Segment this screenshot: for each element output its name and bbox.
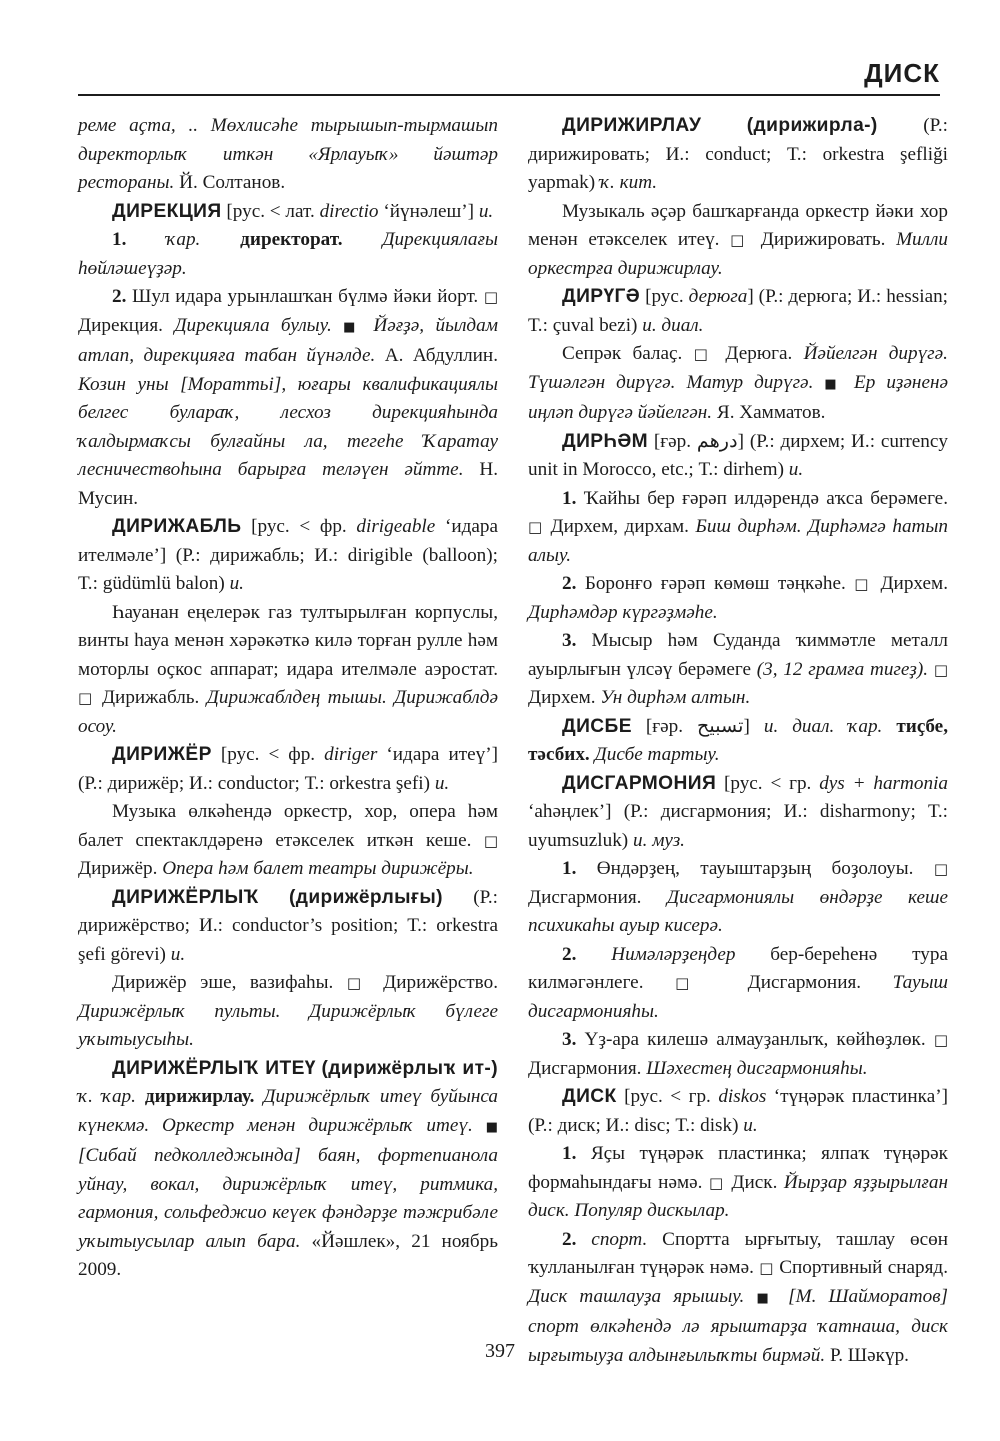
citation-marker-icon: ■: [485, 1119, 498, 1135]
headword: ДИСК: [562, 1086, 617, 1107]
left-column: [78, 112, 498, 1285]
header-rule: [78, 94, 940, 96]
entry-direkcia: ДИРЕКЦИЯ [рус. < лат. directio ‘йүнәлеш’] и.: [112, 200, 494, 222]
sense-1: 1. Яҫы түңәрәк пластинка; ялпаҡ түңәрәк формаһындағы нәмә. □ Диск. Йырҙар яҙҙырылған диск. Популяр дискылар.: [528, 1143, 948, 1221]
definition: Музыка өлкәһендә оркестр, хор, опера һәм балет спектаклдәренә етәкселек иткән кеше. □ Дирижёр. Опера һәм балет театры дирижёры.: [78, 801, 498, 879]
right-column: [528, 112, 948, 1370]
headword: ДИСБЕ: [562, 715, 632, 737]
arabic-etymon: تسبيح: [697, 715, 744, 737]
equivalent-marker-icon: □: [730, 231, 751, 249]
sense-3: 3. Үҙ-ара килешә алмауҙанлыҡ, көйһөҙлөк. □ Дисгармония. Шәхестең дисгармонияһы.: [528, 1029, 948, 1079]
citation-marker-icon: ■: [756, 1290, 777, 1306]
equivalent-marker-icon: □: [528, 518, 544, 536]
equivalent-marker-icon: □: [933, 660, 949, 679]
sense-3: 3. Мысыр һәм Суданда ҡиммәтле металл ауырлығын үлсәү берәмеге (3, 12 грамға тигеҙ). □ Дирхем. Ун дирһәм алтын.: [528, 630, 949, 708]
definition: Дирижёр эше, вазифаһы. □ Дирижёрство. Дирижёрлыҡ пульты. Дирижёрлыҡ бүлеге уҡытыусыһы.: [78, 972, 498, 1050]
equivalent-marker-icon: □: [708, 1173, 725, 1192]
entry-disk: ДИСК [рус. < гр. diskos ‘түңәрәк пластинка’] (Р.: диск; И.: disc; Т.: disk) и.: [528, 1086, 948, 1136]
headword: ДИРҮГӘ: [562, 286, 641, 307]
entry-dirizhabl: ДИРИЖАБЛЬ [рус. < фр. dirigeable ‘идара ителмәле’] (Р.: дирижабль; И.: dirigible (balloon); Т.: güdümlü balon) и.: [78, 516, 498, 594]
arabic-etymon: درهم: [696, 430, 738, 452]
equivalent-marker-icon: □: [483, 288, 498, 306]
headword: ДИРИЖИРЛАУ: [562, 115, 702, 136]
entry-dirizhirlau: ДИРИЖИРЛАУ (дирижирла-) (Р.: дирижировать; И.: conduct; Т.: orkestra şefliği yapmak) ҡ. кит.: [528, 115, 948, 193]
equivalent-marker-icon: □: [759, 1259, 774, 1277]
entry-disgarmonia: ДИСГАРМОНИЯ [рус. < гр. dys + harmonia ‘аһәңлек’] (Р.: дисгармония; И.: disharmony; Т.: uyumsuzluk) и. муз.: [528, 772, 948, 851]
headword: ДИСГАРМОНИЯ: [562, 772, 717, 794]
equivalent-marker-icon: □: [933, 1031, 948, 1049]
entry-continuation: реме аҫта, .. Мөхлисәһе тырышып-тырмашып директорлыҡ иткән «Ярлауыҡ» йәштәр рестораны. Й. Солтанов.: [78, 115, 498, 193]
headword: ДИРИЖЁРЛЫҠ ИТЕҮ: [112, 1057, 316, 1079]
entry-dirizherlyk-iteu: ДИРИЖЁРЛЫҠ ИТЕҮ (дирижёрлыҡ ит-) ҡ. ҡар. дирижирлау. Дирижёрлыҡ итеү буйынса күнекмә. Оркестр менән дирижёрлыҡ итеү. ■ [Сибай педколледжында] баян, фортепианола уйнау, вокал, дирижёрлыҡ итеү, ритмика, гармония, сольфеджио кеүек фәндәрҙе тәжрибәле уҡытыусылар алып бара. «Йәшлек», 21 ноябрь 2009.: [78, 1057, 499, 1280]
definition: Сепрәк балаҫ. □ Дерюга. Йәйелгән дирүгә. Түшәлгән дирүгә. Матур дирүгә. ■ Ер иҙәненә иңләп дирүгә йәйелгән. Я. Хамматов.: [528, 343, 949, 423]
sense-1: 1. Өндәрҙең, тауыштарҙың боҙолоуы. □ Дисгармония. Дисгармониялы өндәрҙе кеше психикаһы ауыр кисерә.: [528, 858, 948, 936]
entry-dirugy: ДИРҮГӘ [рус. дерюга] (Р.: дерюга; И.: hessian; Т.: çuval bezi) и. диал.: [528, 286, 949, 336]
sense-1: 1. ҡар. директорат. Дирекциялағы һөйләшеүҙәр.: [78, 229, 499, 279]
headword: ДИРИЖЁРЛЫҠ: [112, 886, 259, 908]
equivalent-marker-icon: □: [933, 860, 948, 878]
equivalent-marker-icon: □: [78, 689, 95, 707]
definition: Музыкаль әҫәр башҡарғанда оркестр йәки хор менән етәкселек итеү. □ Дирижировать. Милли оркестрға дирижирлау.: [528, 200, 948, 279]
equivalent-marker-icon: □: [854, 575, 873, 593]
entry-dirizher: ДИРИЖЁР [рус. < фр. diriger ‘идара итеү’] (Р.: дирижёр; И.: conductor; Т.: orkestra şefi) и.: [78, 744, 498, 794]
running-head: ДИСК: [864, 58, 940, 88]
headword: ДИРЕКЦИЯ: [112, 200, 222, 222]
headword: ДИРҺӘМ: [562, 430, 649, 452]
sense-2: 2. Нимәләрҙеңдер бер-береһенә тура килмәгәнлеге. □ Дисгармония. Тауыш дисгармонияһы.: [528, 943, 948, 1022]
equivalent-marker-icon: □: [675, 974, 717, 992]
entry-disbe: ДИСБЕ [ғәр. تسبيح] и. диал. ҡар. тиҫбе, тәсбих. Дисбе тартыу.: [528, 715, 948, 765]
sense-2: 2. Шул идара урынлашҡан бүлмә йәки йорт. □ Дирекция. Дирекцияла булыу. ■ Йәғҙә, йылдам атлап, дирекцияға табан йүнәлде. А. Абдуллин. Козин уны [Мораттьі], юғары квалификациялы белгес булараҡ, лесхоз дирекцияһында ҡалдырмаҡсы булғайны ла, тегеһе Ҡаратау лесничествоһына барырға теләүен әйтте. Н. Мусин.: [78, 286, 499, 509]
equivalent-marker-icon: □: [346, 974, 370, 992]
sense-1: 1. Ҡайһы бер ғәрәп илдәрендә аҡса берәмеге. □ Дирхем, дирхам. Биш дирһәм. Дирһәмгә һатып алыу.: [528, 487, 948, 566]
citation-marker-icon: ■: [343, 319, 363, 335]
equivalent-marker-icon: □: [693, 345, 715, 363]
sense-2: 2. Боронғо ғәрәп көмөш тәңкәһе. □ Дирхем. Дирһәмдәр күргәҙмәһе.: [528, 573, 948, 623]
entry-dirham: ДИРҺӘМ [ғәр. درهم] (Р.: дирхем; И.: currency unit in Morocco, etc.; Т.: dirhem) и.: [528, 430, 948, 480]
headword: ДИРИЖАБЛЬ: [112, 516, 242, 537]
citation-marker-icon: ■: [824, 376, 843, 392]
definition: Һауанан еңелерәк газ тултырылған корпуслы, винты һауа менән хәрәкәткә килә торған рулле һәм моторлы оҫкос аппарат; идара ителмәле аэростат. □ Дирижабль. Дирижаблдең тышы. Дирижаблдә осоу.: [78, 601, 498, 737]
page-number: 397: [485, 1340, 515, 1362]
equivalent-marker-icon: □: [483, 831, 498, 850]
headword: ДИРИЖЁР: [112, 744, 212, 765]
sense-2: 2. спорт. Спортта ырғытыу, ташлау өсөн ҡулланылған түңәрәк нәмә. □ Спортивный снаряд. Диск ташлауҙа ярышыу. ■ [М. Шайморатов] спорт өлкәһендә лә ярыштарҙа ҡатнаша, диск ырғытыуҙа алдынғылыҡты бирмәй. Р. Шәкүр.: [528, 1228, 949, 1366]
entry-dirizherlyk: ДИРИЖЁРЛЫҠ (дирижёрлығы) (Р.: дирижёрство; И.: conductor’s position; Т.: orkestra şefi görevi) и.: [78, 886, 498, 965]
